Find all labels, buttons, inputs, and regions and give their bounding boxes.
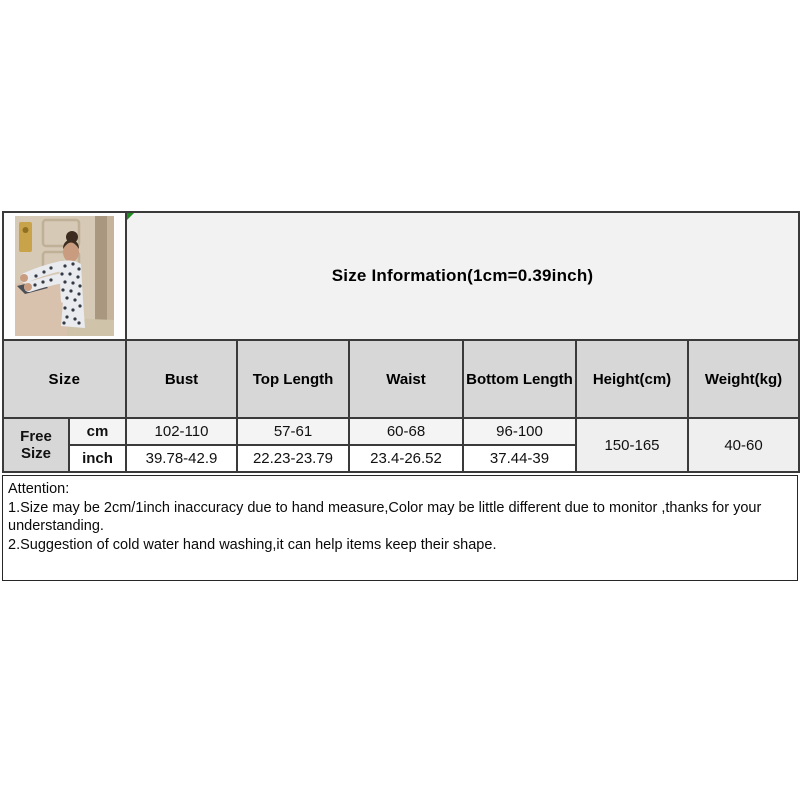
attention-item-1: 1.Size may be 2cm/1inch inaccuracy due to hand measure,Color may be little different due to monitor ,thanks for your understanding. [8, 499, 762, 535]
attention-item-2: 2.Suggestion of cold water hand washing,it can help items keep their shape. [8, 536, 497, 553]
cell-waist-cm: 60-68 [349, 418, 463, 445]
cell-height-range: 150-165 [576, 418, 688, 472]
column-header-top-length: Top Length [237, 340, 349, 418]
cell-waist-inch: 23.4-26.52 [349, 445, 463, 472]
cell-top-length-cm: 57-61 [237, 418, 349, 445]
page-title: Size Information(1cm=0.39inch) [331, 266, 594, 285]
cell-bust-inch: 39.78-42.9 [126, 445, 237, 472]
product-photo-cell [3, 212, 126, 340]
excel-flag-triangle-icon [127, 213, 134, 220]
unit-label-cm: cm [69, 418, 126, 445]
size-chart-sheet [2, 211, 798, 473]
attention-note [2, 475, 798, 581]
column-header-bottom-length: Bottom Length [463, 340, 576, 418]
row-label-free-size: Free Size [3, 418, 69, 472]
table-row-cm [3, 418, 799, 445]
product-photo [15, 216, 114, 336]
cell-top-length-inch: 22.23-23.79 [237, 445, 349, 472]
size-table [2, 211, 800, 473]
column-header-size: Size [3, 340, 126, 418]
cell-bottom-length-cm: 96-100 [463, 418, 576, 445]
title-cell [126, 212, 799, 340]
cell-bottom-length-inch: 37.44-39 [463, 445, 576, 472]
column-header-waist: Waist [349, 340, 463, 418]
unit-label-inch: inch [69, 445, 126, 472]
column-header-weight: Weight(kg) [688, 340, 799, 418]
cell-weight-range: 40-60 [688, 418, 799, 472]
attention-heading: Attention: [8, 481, 70, 497]
column-header-height: Height(cm) [576, 340, 688, 418]
column-header-bust: Bust [126, 340, 237, 418]
cell-bust-cm: 102-110 [126, 418, 237, 445]
